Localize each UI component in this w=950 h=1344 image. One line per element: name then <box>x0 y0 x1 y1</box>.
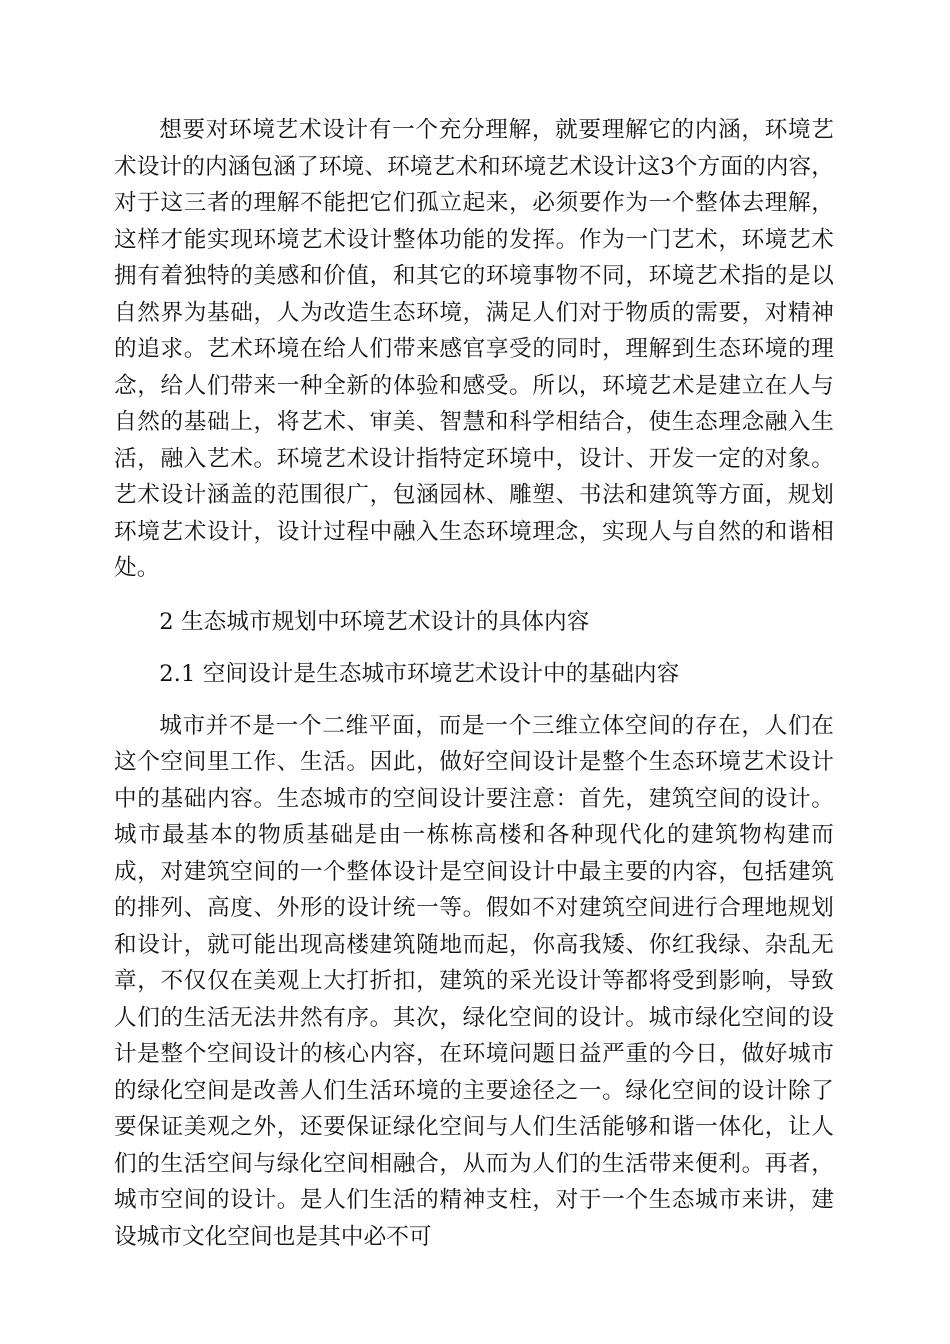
body-paragraph-space-design: 城市并不是一个二维平面，而是一个三维立体空间的存在，人们在这个空间里工作、生活。因此，做好空间设计是整个生态环境艺术设计中的基础内容。生态城市的空间设计要注意：首先，建筑空间的设计。城市最基本的物质基础是由一栋栋高楼和各种现代化的建筑物构建而成，对建筑空间的一个整体设计是空间设计中最主要的内容，包括建筑的排列、高度、外形的设计统一等。假如不对建筑空间进行合理地规划和设计，就可能出现高楼建筑随地而起，你高我矮、你红我绿、杂乱无章，不仅仅在美观上大打折扣，建筑的采光设计等都将受到影响，导致人们的生活无法井然有序。其次，绿化空间的设计。城市绿化空间的设计是整个空间设计的核心内容，在环境问题日益严重的今日，做好城市的绿化空间是改善人们生活环境的主要途径之一。绿化空间的设计除了要保证美观之外，还要保证绿化空间与人们生活能够和谐一体化，让人们的生活空间与绿化空间相融合，从而为人们的生活带来便利。再者，城市空间的设计。是人们生活的精神支柱，对于一个生态城市来讲，建设城市文化空间也是其中必不可 <box>114 712 834 1250</box>
subsection-heading-2-1: 2.1 空间设计是生态城市环境艺术设计中的基础内容 <box>159 661 680 687</box>
document-page <box>114 112 834 1255</box>
section-heading-2: 2 生态城市规划中环境艺术设计的具体内容 <box>159 608 590 635</box>
body-paragraph-intro: 想要对环境艺术设计有一个充分理解，就要理解它的内涵，环境艺术设计的内涵包涵了环境、环境艺术和环境艺术设计这3个方面的内容，对于这三者的理解不能把它们孤立起来，必须要作为一个整体去理解，这样才能实现环境艺术设计整体功能的发挥。作为一门艺术，环境艺术拥有着独特的美感和价值，和其它的环境事物不同，环境艺术指的是以自然界为基础，人为改造生态环境，满足人们对于物质的需要，对精神的追求。艺术环境在给人们带来感官享受的同时，理解到生态环境的理念，给人们带来一种全新的体验和感受。所以，环境艺术是建立在人与自然的基础上，将艺术、审美、智慧和科学相结合，使生态理念融入生活，融入艺术。环境艺术设计指特定环境中，设计、开发一定的对象。艺术设计涵盖的范围很广，包涵园林、雕塑、书法和建筑等方面，规划环境艺术设计，设计过程中融入生态环境理念，实现人与自然的和谐相处。 <box>114 117 834 581</box>
spacer <box>114 640 834 656</box>
spacer <box>114 693 834 708</box>
spacer <box>114 587 834 604</box>
